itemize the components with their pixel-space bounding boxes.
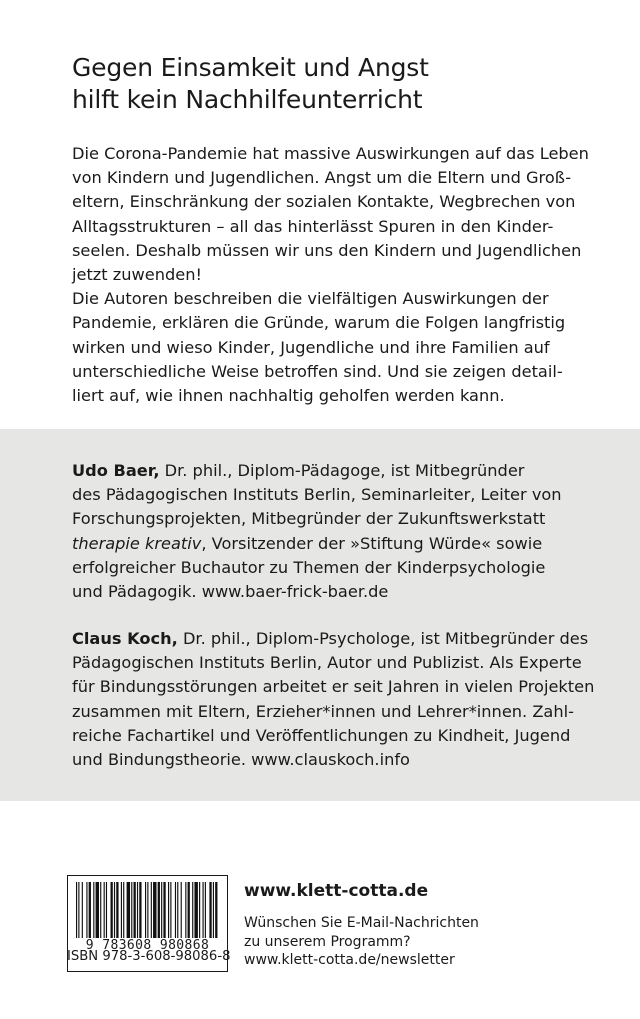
bio-line: des Pädagogischen Instituts Berlin, Seminarleiter, Leiter von xyxy=(72,485,562,505)
barcode-digits: 9 783608 980868 xyxy=(85,938,210,953)
blurb-line: unterschiedliche Weise betroffen sind. Und sie zeigen detail- xyxy=(72,361,563,381)
bio-line: Udo Baer, Dr. phil., Diplom-Pädagoge, ist Mitbegründer xyxy=(72,461,525,480)
blurb-line: Die Autoren beschreiben die vielfältigen Auswirkungen der xyxy=(72,289,549,309)
bio-line: und Bindungstheorie. www.clauskoch.info xyxy=(72,750,410,770)
blurb-line: Pandemie, erklären die Gründe, warum die Folgen langfristig xyxy=(72,313,566,333)
blurb-line: liert auf, wie ihnen nachhaltig geholfen werden kann. xyxy=(72,386,505,406)
book-headline xyxy=(72,52,592,116)
barcode-bar xyxy=(104,882,105,938)
barcode-bar xyxy=(78,882,79,938)
barcode-bar xyxy=(131,882,132,938)
author-bio-claus-koch xyxy=(72,627,612,772)
blurb-line: Die Corona-Pandemie hat massive Auswirkungen auf das Leben xyxy=(72,144,589,163)
barcode-bar xyxy=(121,882,122,938)
bio-line: für Bindungsstörungen arbeitet er seit Jahren in vielen Projekten xyxy=(72,677,595,697)
barcode-bar xyxy=(209,882,211,938)
barcode-bar xyxy=(192,882,193,938)
newsletter-link[interactable]: www.klett-cotta.de/newsletter xyxy=(244,952,455,969)
barcode-bar xyxy=(96,882,99,938)
barcode-bar xyxy=(153,882,156,938)
barcode-bar xyxy=(188,882,190,938)
blurb-line: eltern, Einschränkung der sozialen Kontakte, Wegbrechen von xyxy=(72,192,576,212)
barcode-bar xyxy=(194,882,197,938)
author-name: Claus Koch, xyxy=(72,629,178,648)
blurb-text xyxy=(72,142,592,408)
author-name: Udo Baer, xyxy=(72,461,160,480)
bio-line: und Pädagogik. www.baer-frick-baer.de xyxy=(72,582,389,602)
barcode-bar xyxy=(137,882,138,938)
barcode-bar xyxy=(127,882,130,938)
barcode-bar xyxy=(116,882,118,938)
bio-line: zusammen mit Eltern, Erzieher*innen und Lehrer*innen. Zahl- xyxy=(72,701,574,721)
headline-line: hilft kein Nachhilfeunterricht xyxy=(72,85,423,114)
barcode-bar xyxy=(93,882,94,938)
blurb-line: wirken und wieso Kinder, Jugendliche und ihre Familien auf xyxy=(72,337,550,357)
barcode-bar xyxy=(82,882,83,938)
barcode-bar xyxy=(106,882,107,938)
barcode-bar xyxy=(203,882,204,938)
bio-line: reiche Fachartikel und Veröffentlichungen zu Kindheit, Jugend xyxy=(72,725,571,745)
barcode-bar xyxy=(89,882,91,938)
barcode-bar xyxy=(76,882,77,938)
blurb-line: jetzt zuwenden! xyxy=(72,265,202,285)
barcode-bar xyxy=(177,882,178,938)
headline-line: Gegen Einsamkeit und Angst xyxy=(72,53,429,82)
barcode-bar xyxy=(100,882,101,938)
barcode-bar xyxy=(139,882,141,938)
author-bio-udo-baer xyxy=(72,459,612,604)
barcode-bar xyxy=(134,882,136,938)
barcode-bar xyxy=(185,882,186,938)
barcode-bar xyxy=(213,882,214,938)
barcode-bar xyxy=(147,882,148,938)
barcode-bar xyxy=(86,882,87,938)
isbn-number: ISBN 978-3-608-98086-8 xyxy=(67,949,231,964)
project-title: therapie kreativ xyxy=(72,533,202,553)
barcode-bar xyxy=(205,882,206,938)
bio-line: therapie kreativ, Vorsitzender der »Stiftung Würde« sowie xyxy=(72,533,543,553)
bio-line: erfolgreicher Buchautor zu Themen der Kinderpsychologie xyxy=(72,557,546,577)
newsletter-line: zu unserem Programm? xyxy=(244,933,411,950)
blurb-line: von Kindern und Jugendlichen. Angst um die Eltern und Groß- xyxy=(72,168,572,188)
barcode-bars xyxy=(76,882,219,938)
barcode-bar xyxy=(111,882,113,938)
bio-line: Claus Koch, Dr. phil., Diplom-Psychologe, ist Mitbegründer des xyxy=(72,629,589,648)
barcode-bar xyxy=(181,882,182,938)
barcode-bar xyxy=(163,882,165,938)
newsletter-info xyxy=(244,914,604,970)
barcode-bar xyxy=(168,882,169,938)
barcode-bar xyxy=(158,882,160,938)
barcode-bar xyxy=(123,882,124,938)
bio-line: Pädagogischen Instituts Berlin, Autor und Publizist. Als Experte xyxy=(72,653,582,673)
bio-line: Forschungsprojekten, Mitbegründer der Zukunftswerkstatt xyxy=(72,509,546,529)
publisher-info xyxy=(244,878,604,970)
barcode-bar xyxy=(114,882,115,938)
barcode-bar xyxy=(215,882,217,938)
barcode-bar xyxy=(145,882,146,938)
barcode-bar xyxy=(151,882,152,938)
publisher-website-link[interactable]: www.klett-cotta.de xyxy=(244,881,429,901)
blurb-line: Alltagsstrukturen – all das hinterlässt Spuren in den Kinder- xyxy=(72,216,554,236)
barcode-bar xyxy=(175,882,176,938)
barcode-bar xyxy=(170,882,171,938)
barcode-bar xyxy=(161,882,162,938)
blurb-line: seelen. Deshalb müssen wir uns den Kindern und Jugendlichen xyxy=(72,240,582,260)
newsletter-line: Wünschen Sie E-Mail-Nachrichten xyxy=(244,915,479,931)
barcode-bar xyxy=(199,882,200,938)
